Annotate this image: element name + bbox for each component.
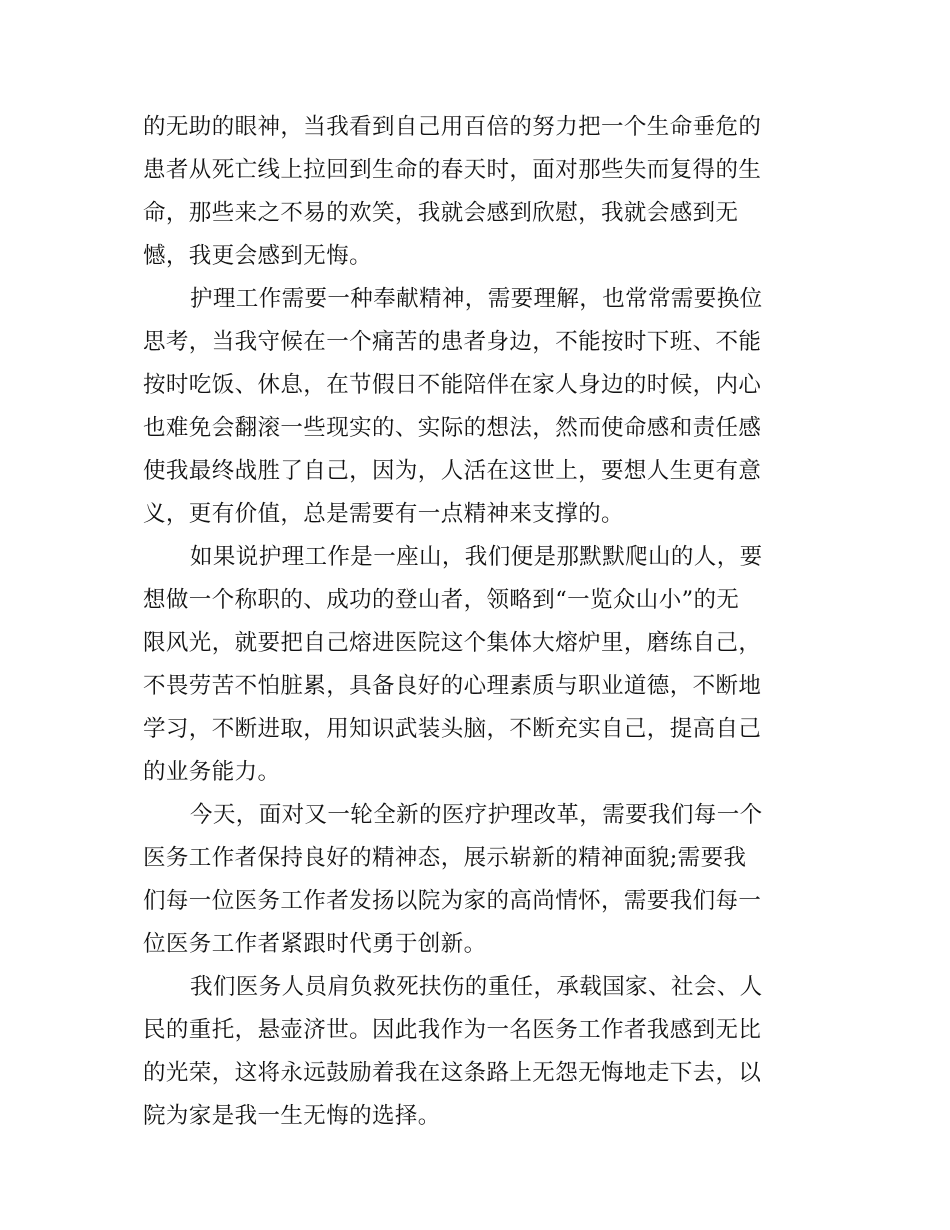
text-line: 护理工作需要一种奉献精神，需要理解，也常常需要换位 <box>190 286 763 312</box>
text-line: 的业务能力。 <box>143 759 281 785</box>
text-line: 不畏劳苦不怕脏累，具备良好的心理素质与职业道德，不断地 <box>143 673 762 699</box>
paragraph-4 <box>143 794 813 966</box>
text-line: 医务工作者保持良好的精神态，展示崭新的精神面貌;需要我 <box>143 845 747 871</box>
paragraph-2 <box>143 278 813 536</box>
text-line: 憾，我更会感到无悔。 <box>143 243 373 269</box>
text-line: 们每一位医务工作者发扬以院为家的高尚情怀，需要我们每一 <box>143 888 762 914</box>
text-line: 限风光，就要把自己熔进医院这个集体大熔炉里，磨练自己， <box>143 630 762 656</box>
paragraph-5 <box>143 966 813 1138</box>
text-line: 想做一个称职的、成功的登山者，领略到“一览众山小”的无 <box>143 587 740 613</box>
document-page <box>143 106 813 1138</box>
text-line: 我们医务人员肩负救死扶伤的重任，承载国家、社会、人 <box>190 974 763 1000</box>
text-line: 使我最终战胜了自己，因为，人活在这世上，要想人生更有意 <box>143 458 762 484</box>
text-line: 学习，不断进取，用知识武装头脑，不断充实自己，提高自己 <box>143 716 762 742</box>
text-line: 命，那些来之不易的欢笑，我就会感到欣慰，我就会感到无 <box>143 200 739 226</box>
text-line: 民的重托，悬壶济世。因此我作为一名医务工作者我感到无比 <box>143 1017 762 1043</box>
text-line: 位医务工作者紧跟时代勇于创新。 <box>143 931 487 957</box>
text-line: 也难免会翻滚一些现实的、实际的想法，然而使命感和责任感 <box>143 415 762 441</box>
text-line: 院为家是我一生无悔的选择。 <box>143 1103 441 1129</box>
text-line: 今天，面对又一轮全新的医疗护理改革，需要我们每一个 <box>190 802 763 828</box>
text-line: 思考，当我守候在一个痛苦的患者身边，不能按时下班、不能 <box>143 329 762 355</box>
paragraph-1 <box>143 106 813 278</box>
text-line: 按时吃饭、休息，在节假日不能陪伴在家人身边的时候，内心 <box>143 372 762 398</box>
text-line: 义，更有价值，总是需要有一点精神来支撑的。 <box>143 501 624 527</box>
text-line: 患者从死亡线上拉回到生命的春天时，面对那些失而复得的生 <box>143 157 762 183</box>
paragraph-3 <box>143 536 813 794</box>
text-line: 如果说护理工作是一座山，我们便是那默默爬山的人，要 <box>190 544 763 570</box>
text-line: 的光荣，这将永远鼓励着我在这条路上无怨无悔地走下去，以 <box>143 1060 762 1086</box>
text-line: 的无助的眼神，当我看到自己用百倍的努力把一个生命垂危的 <box>143 114 762 140</box>
